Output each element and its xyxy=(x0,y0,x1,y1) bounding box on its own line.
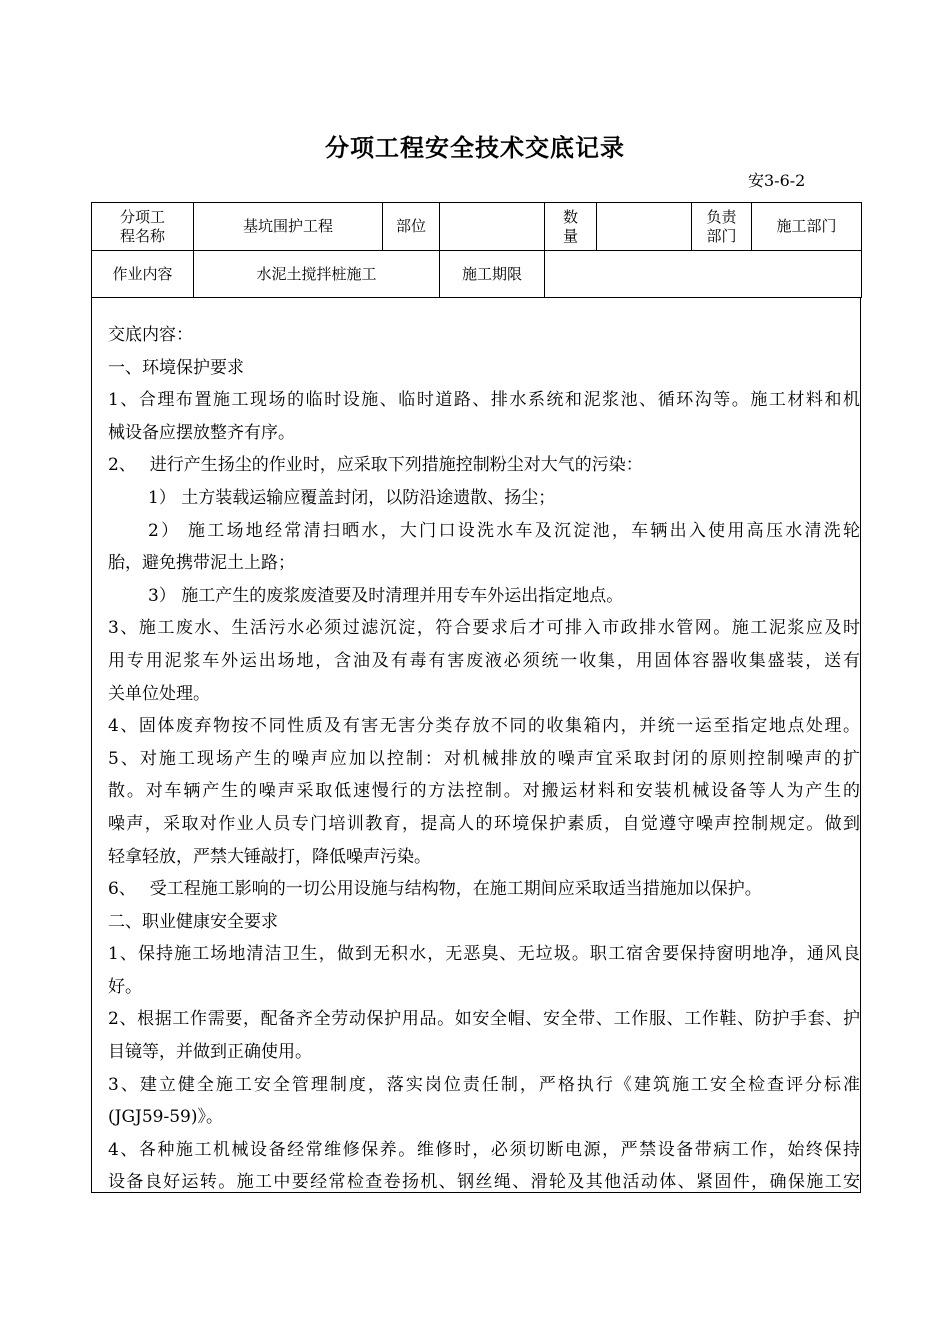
section-heading: 一、环境保护要求 xyxy=(108,357,244,378)
content-line: 1、合理布置施工现场的临时设施、临时道路、排水系统和泥浆池、循环沟等。施工材料和机 xyxy=(108,390,860,411)
document-code: 安3-6-2 xyxy=(748,171,806,190)
content-line: 关单位处理。 xyxy=(108,683,210,704)
content-line: (JGJ59-59)》。 xyxy=(108,1107,223,1128)
content-line: 3、建立健全施工安全管理制度，落实岗位责任制，严格执行《建筑施工安全检查评分标准 xyxy=(108,1074,860,1095)
responsible-dept-label: 负责 部门 xyxy=(692,203,752,251)
content-line: 目镜等，并做到正确使用。 xyxy=(108,1042,312,1063)
content-line: 3） 施工产生的废浆废渣要及时清理并用专车外运出指定地点。 xyxy=(148,585,624,606)
content-line: 械设备应摆放整齐有序。 xyxy=(108,422,295,443)
quantity-value xyxy=(597,203,692,251)
work-content-value: 水泥土搅拌桩施工 xyxy=(194,251,440,298)
part-value xyxy=(440,203,545,251)
period-label: 施工期限 xyxy=(440,251,545,298)
project-name-label: 分项工 程名称 xyxy=(92,203,194,251)
content-line: 好。 xyxy=(108,976,142,997)
content-line: 用专用泥浆车外运出场地，含油及有毒有害废液必须统一收集，用固体容器收集盛装，送有 xyxy=(108,650,860,671)
content-line: 噪声，采取对作业人员专门培训教育，提高人的环境保护素质，自觉遵守噪声控制规定。做到 xyxy=(108,813,860,834)
content-line: 6、 受工程施工影响的一切公用设施与结构物，在施工期间应采取适当措施加以保护。 xyxy=(108,879,762,900)
header-row-2 xyxy=(92,251,862,298)
content-line: 4、各种施工机械设备经常维修保养。维修时，必须切断电源，严禁设备带病工作，始终保持 xyxy=(108,1139,860,1160)
content-line: 3、施工废水、生活污水必须过滤沉淀，符合要求后才可排入市政排水管网。施工泥浆应及时 xyxy=(108,618,860,639)
section-heading: 二、职业健康安全要求 xyxy=(108,911,278,932)
quantity-label: 数 量 xyxy=(545,203,597,251)
content-line: 2、根据工作需要，配备齐全劳动保护用品。如安全帽、安全带、工作服、工作鞋、防护手套、护 xyxy=(108,1009,860,1030)
responsible-dept-value: 施工部门 xyxy=(752,203,862,251)
content-line: 设备良好运转。施工中要经常检查卷扬机、钢丝绳、滑轮及其他活动体、紧固件，确保施工安 xyxy=(108,1172,860,1193)
content-line: 2、 进行产生扬尘的作业时，应采取下列措施控制粉尘对大气的污染： xyxy=(108,455,643,476)
content-line: 2） 施工场地经常清扫晒水，大门口设洗水车及沉淀池，车辆出入使用高压水清洗轮 xyxy=(148,520,860,541)
content-line: 5、对施工现场产生的噪声应加以控制：对机械排放的噪声宜采取封闭的原则控制噪声的扩 xyxy=(108,748,860,769)
work-content-label: 作业内容 xyxy=(92,251,194,298)
header-table xyxy=(91,202,862,298)
content-line: 交底内容： xyxy=(108,325,193,345)
part-label: 部位 xyxy=(383,203,440,251)
content-line: 轻拿轻放，严禁大锤敲打，降低噪声污染。 xyxy=(108,846,431,867)
project-name-value: 基坑围护工程 xyxy=(194,203,383,251)
content-line: 1） 土方装载运输应覆盖封闭，以防沿途遗散、扬尘； xyxy=(148,487,556,508)
period-value xyxy=(545,251,862,298)
disclosure-content xyxy=(91,298,861,1193)
header-row-1 xyxy=(92,203,862,251)
content-line: 散。对车辆产生的噪声采取低速慢行的方法控制。对搬运材料和安装机械设备等人为产生的 xyxy=(108,781,860,802)
content-line: 1、保持施工场地清洁卫生，做到无积水，无恶臭、无垃圾。职工宿舍要保持窗明地净，通风良 xyxy=(108,944,860,965)
content-line: 胎，避免携带泥土上路； xyxy=(108,553,295,574)
document-title: 分项工程安全技术交底记录 xyxy=(325,134,625,162)
content-line: 4、固体废弃物按不同性质及有害无害分类存放不同的收集箱内，并统一运至指定地点处理。 xyxy=(108,716,860,737)
